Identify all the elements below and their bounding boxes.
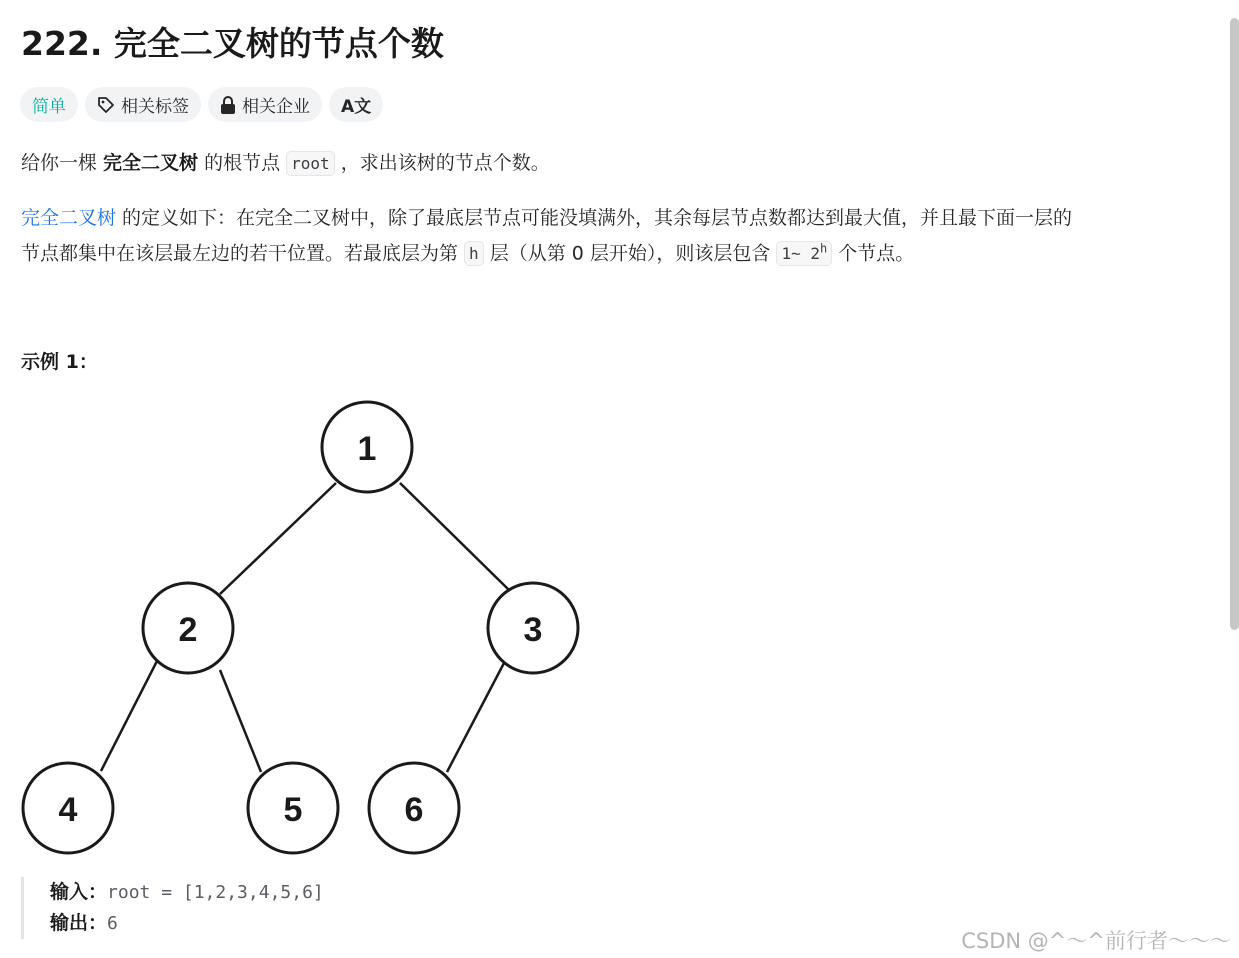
edge-2-5	[220, 670, 261, 772]
tree-node-6-label: 6	[404, 791, 424, 829]
tag-bar	[20, 87, 383, 122]
related-tags-label: 相关标签	[121, 97, 189, 117]
tree-node-3-label: 3	[523, 611, 543, 649]
difficulty-badge[interactable]: 简单	[20, 87, 78, 122]
input-label: 输入：	[50, 881, 108, 903]
example-input-line	[50, 877, 324, 908]
tree-node-5-label: 5	[283, 791, 303, 829]
binary-tree-diagram	[0, 390, 600, 855]
related-companies-label: 相关企业	[242, 97, 310, 117]
description-line-3: 节点都集中在该层最左边的若干位置。若最底层为第 h 层（从第 0 层开始），则该层包含 1~ 2$^h$ 个节点。	[21, 242, 915, 265]
translate-button[interactable]	[329, 87, 383, 122]
edge-1-3	[400, 483, 509, 590]
translate-icon: A文	[341, 97, 372, 117]
tree-node-1-label: 1	[357, 430, 377, 468]
complete-binary-tree-link[interactable]: 完全二叉树	[21, 207, 117, 229]
inline-code-root: root	[286, 151, 335, 176]
tag-icon	[97, 96, 115, 114]
inline-code-range: 1~ 2$^h$	[776, 241, 832, 266]
description-line-2: 完全二叉树 的定义如下：在完全二叉树中，除了最底层节点可能没填满外，其余每层节点数都达到最大值，并且最下面一层的	[21, 207, 1073, 229]
output-label: 输出：	[50, 912, 108, 934]
example-output-line	[50, 908, 324, 939]
vertical-scrollbar[interactable]	[1230, 18, 1239, 630]
bold-term: 完全二叉树	[103, 152, 199, 174]
related-tags-button[interactable]	[85, 87, 201, 122]
lock-icon	[220, 96, 236, 114]
csdn-watermark: CSDN @^～^前行者～～～	[961, 929, 1231, 953]
edge-2-4	[101, 661, 157, 771]
tree-node-4-label: 4	[58, 791, 78, 829]
problem-title: 222. 完全二叉树的节点个数	[21, 24, 444, 63]
output-value: 6	[107, 913, 118, 934]
tree-node-2-label: 2	[178, 611, 198, 649]
input-value: root = [1,2,3,4,5,6]	[107, 882, 324, 903]
example-io-block	[21, 877, 324, 939]
example-title: 示例 1：	[21, 351, 98, 373]
inline-code-h: h	[464, 241, 484, 266]
edge-1-2	[220, 483, 336, 594]
edge-3-6	[447, 663, 504, 772]
description-line-1: 给你一棵 完全二叉树 的根节点 root ，求出该树的节点个数。	[21, 152, 550, 174]
related-companies-button[interactable]	[208, 87, 322, 122]
